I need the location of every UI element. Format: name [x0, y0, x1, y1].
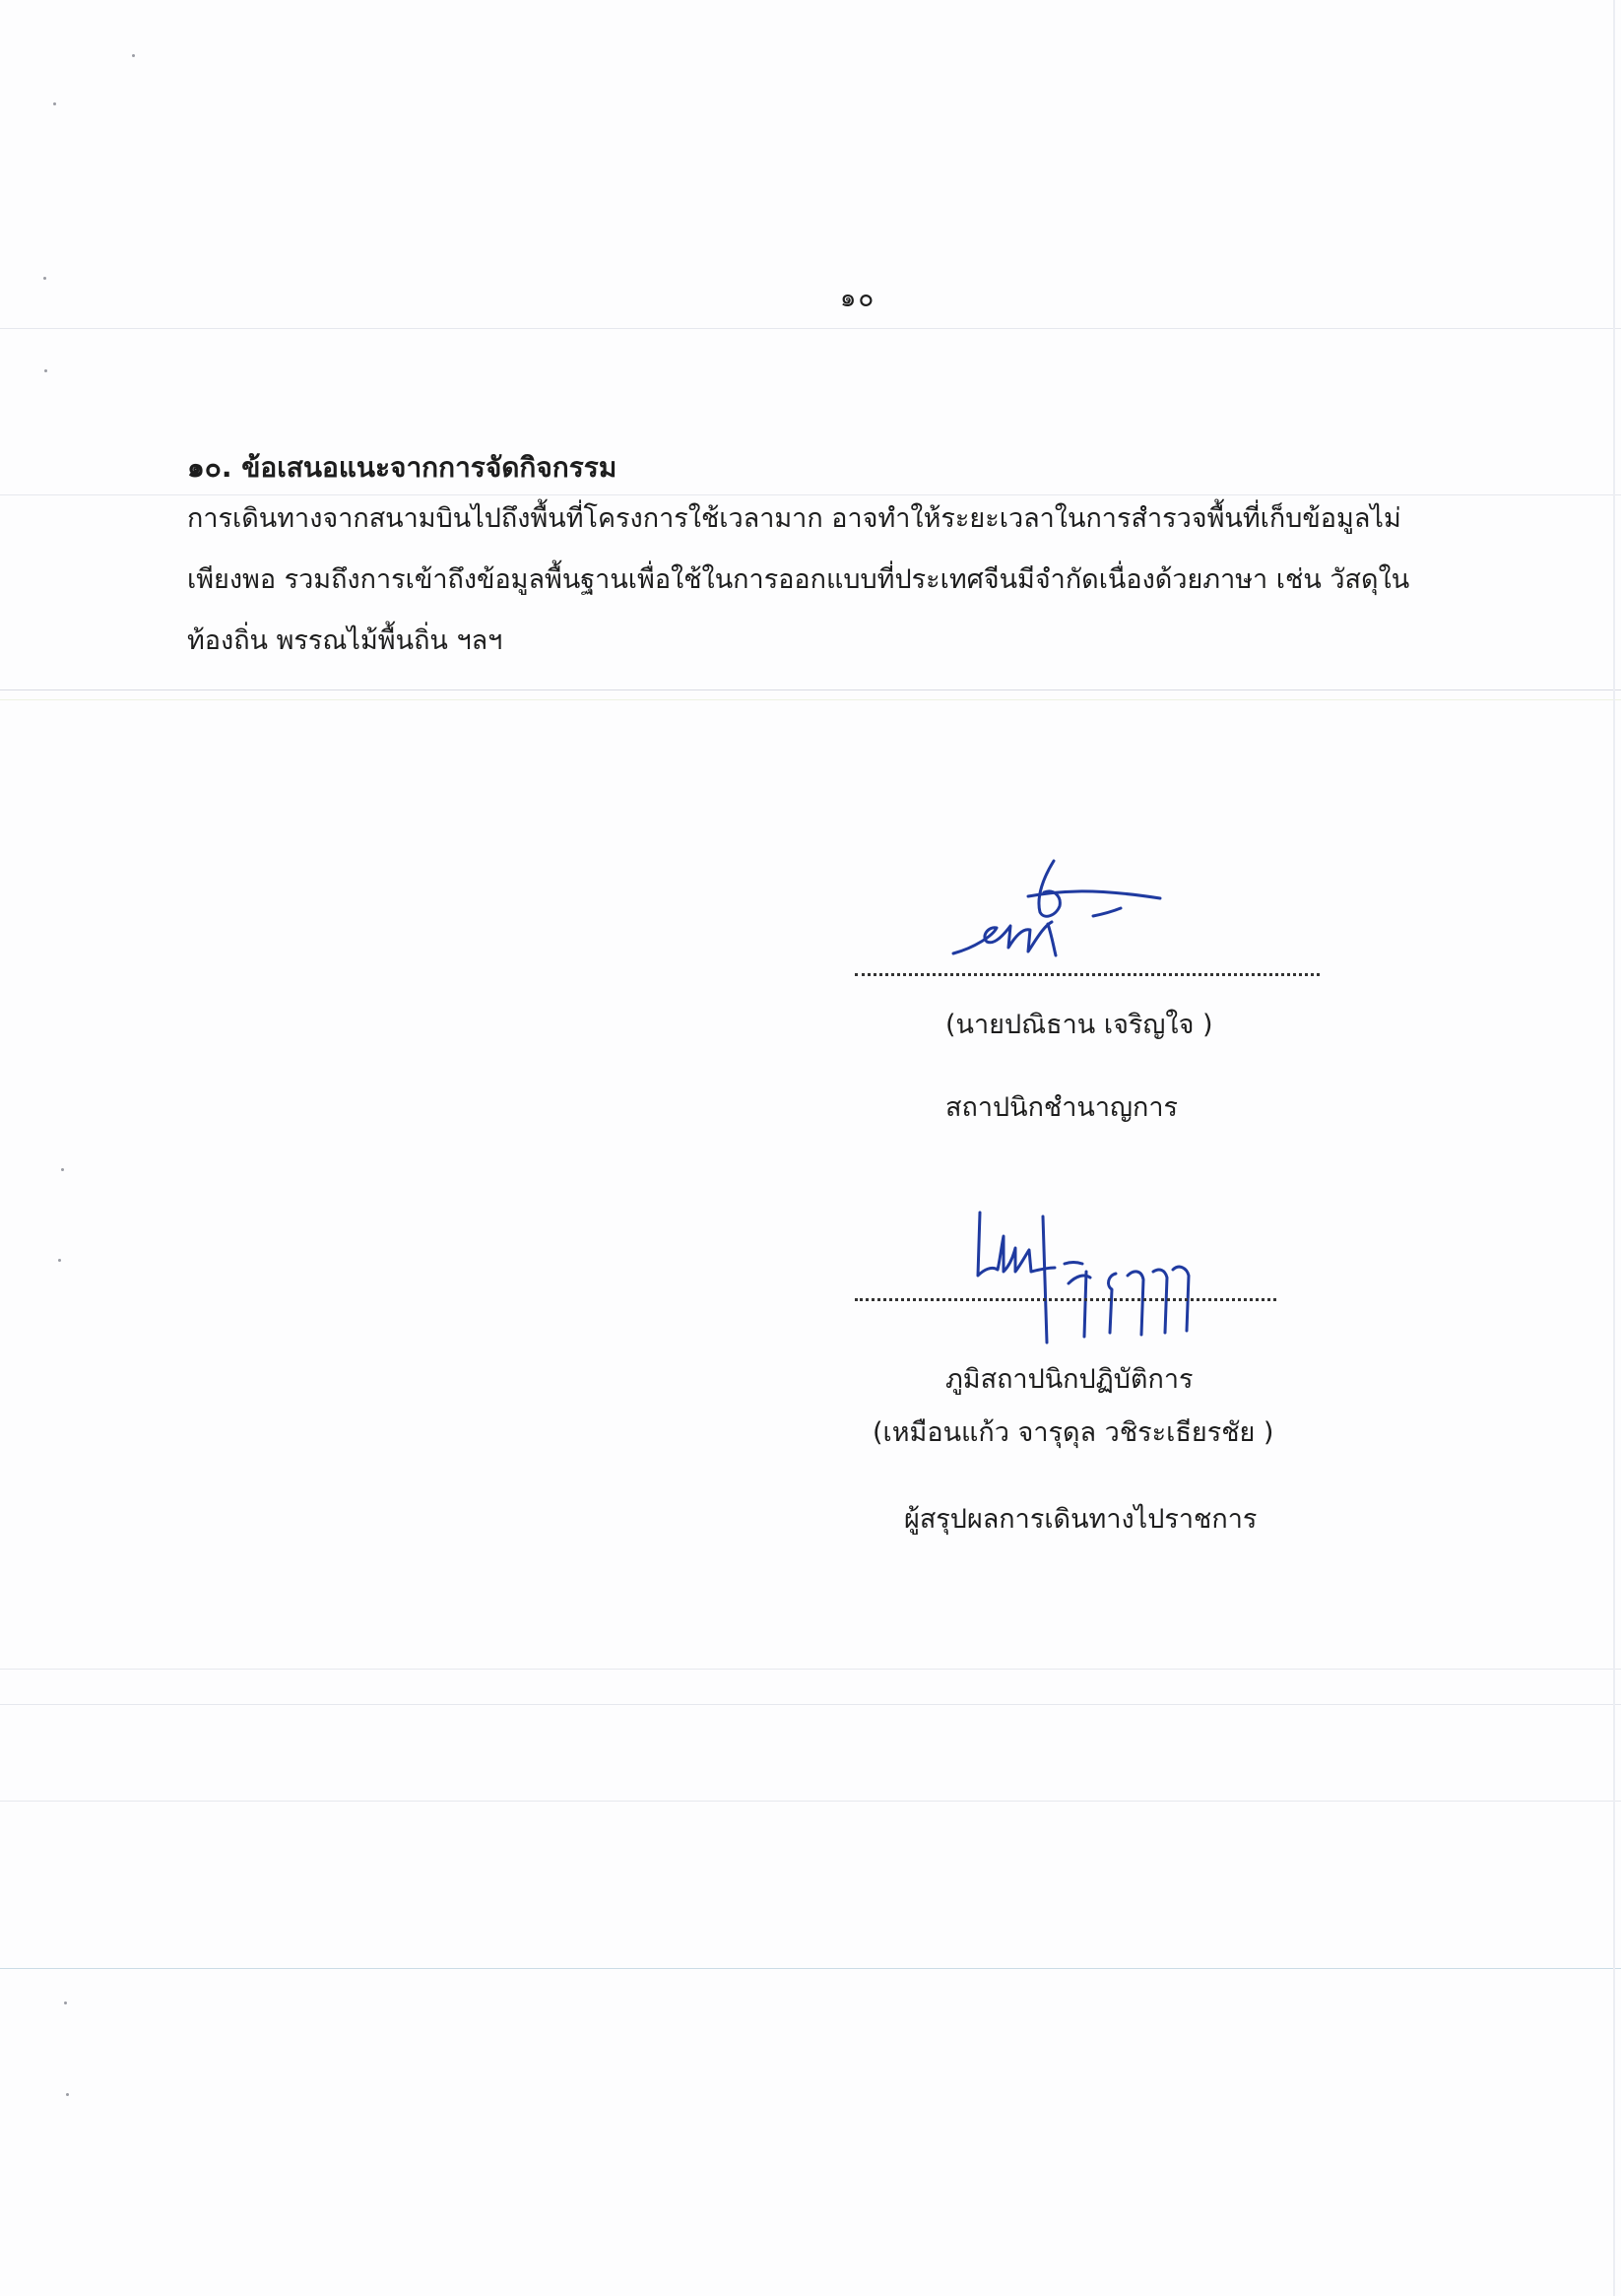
- scan-speck: [58, 1259, 61, 1262]
- scan-artifact-line: [0, 689, 1621, 690]
- handwritten-signature-2: [970, 1207, 1206, 1345]
- signature-line: [855, 973, 1320, 976]
- section-heading: ๑๐. ข้อเสนอแนะจากการจัดกิจกรรม: [187, 451, 617, 484]
- body-line: เพียงพอ รวมถึงการเข้าถึงข้อมูลพื้นฐานเพื่อใช้ในการออกแบบที่ประเทศจีนมีจำกัดเนื่องด้วยภาษา เช่น วัสดุใน: [187, 564, 1410, 595]
- scan-artifact-line: [0, 328, 1621, 329]
- scan-speck: [64, 2001, 67, 2004]
- body-line: ท้องถิ่น พรรณไม้พื้นถิ่น ฯลฯ: [187, 625, 503, 656]
- handwritten-signature-1: [945, 857, 1172, 970]
- scan-speck: [132, 54, 135, 57]
- signatory-1-position: สถาปนิกชำนาญการ: [945, 1092, 1179, 1123]
- page-number: ๑๐: [839, 284, 876, 313]
- signatory-1-name: (นายปณิธาน เจริญใจ ): [945, 1010, 1213, 1040]
- signatory-2-position: ภูมิสถาปนิกปฏิบัติการ: [945, 1364, 1194, 1395]
- body-line: การเดินทางจากสนามบินไปถึงพื้นที่โครงการใช้เวลามาก อาจทำให้ระยะเวลาในการสำรวจพื้นที่เก็บข้อมูลไม่: [187, 503, 1401, 534]
- scan-artifact-line: [0, 1801, 1621, 1802]
- scan-speck: [66, 2093, 69, 2096]
- recommendations-section: [187, 448, 1410, 683]
- signature-line: [855, 1298, 1276, 1301]
- scan-speck: [53, 102, 56, 105]
- signatory-2-name: (เหมือนแก้ว จารุดุล วชิระเธียรชัย ): [873, 1417, 1274, 1448]
- scan-artifact-line: [0, 1704, 1621, 1705]
- scan-artifact-edge: [1613, 0, 1615, 2296]
- scan-speck: [61, 1168, 64, 1171]
- scan-speck: [44, 369, 47, 372]
- scan-artifact-line: [0, 1669, 1621, 1670]
- scan-artifact-line: [0, 699, 1621, 700]
- scan-artifact-line: [0, 1968, 1621, 1969]
- signatory-2-role: ผู้สรุปผลการเดินทางไปราชการ: [904, 1504, 1258, 1535]
